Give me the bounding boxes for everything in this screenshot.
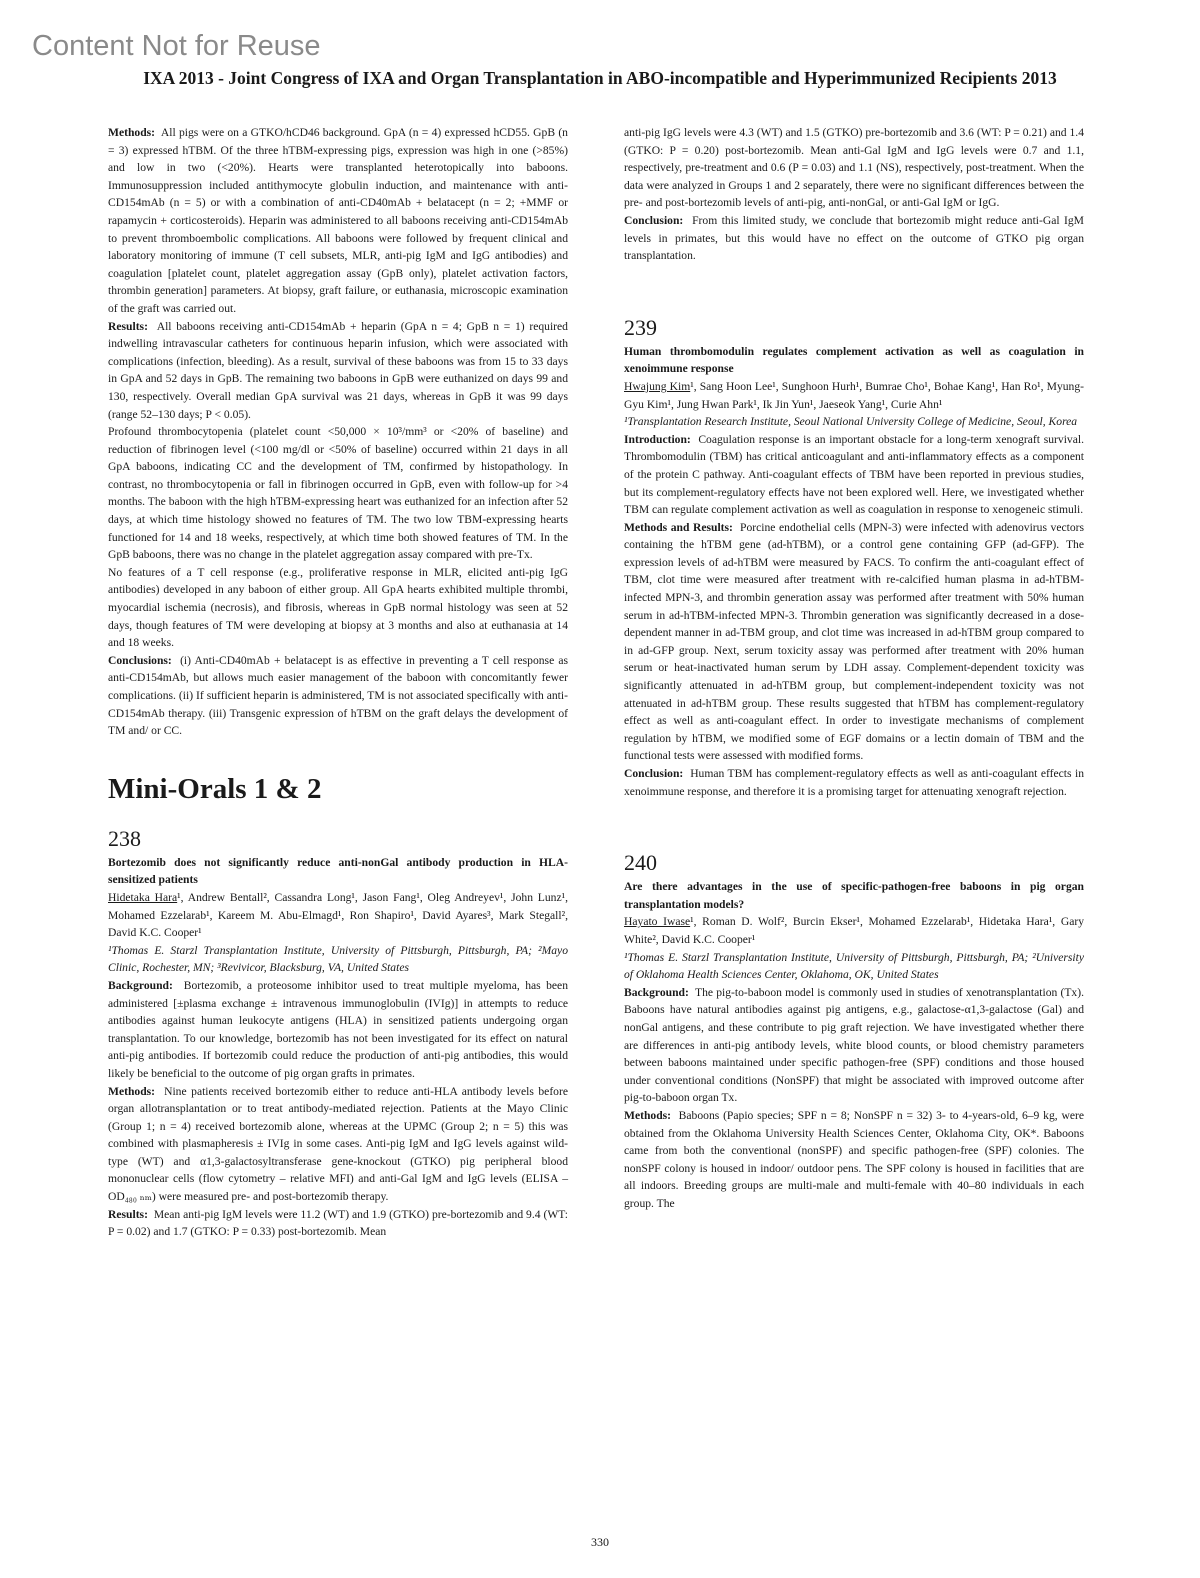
background-text: Bortezomib, a proteosome inhibitor used to treat multiple myeloma, has been administered [±plasma exchange ± intravenous immunoglobulin (IVIg)] in attempts to reduce antibodies against human leukocyte antigens (HLA) in sensitized patients undergoing organ transplantation. To our knowledge, bortezomib has not been investigated for its effect on natural anti-pig antibodies. If bortezomib could reduce the production of anti-pig antibodies, this would likely be beneficial to the outcome of pig organ grafts in primates. (108, 978, 568, 1080)
methods-text: Nine patients received bortezomib either to reduce anti-HLA antibody levels before organ allotransplantation or to treat antibody-mediated rejection. Patients at the Mayo Clinic (Group 1; n = 4) received bortezomib alone, whereas at the UPMC (Group 2; n = 5) this was combined with plasmapheresis ± IVIg in some cases. Anti-pig IgM and IgG levels against wild-type (WT) and α1,3-galactosyltransferase gene-knockout (GTKO) pig peripheral blood mononuclear cells (flow cytometry – relative MFI) and anti-Gal IgM and IgG levels (ELISA – OD₄₈₀ ₙₘ) were measured pre- and post-bortezomib therapy. (108, 1084, 568, 1204)
affiliation: ¹Thomas E. Starzl Transplantation Institute, University of Pittsburgh, Pittsburgh, PA; ²University of Oklahoma Health Sciences Center, Oklahoma, OK, United States (624, 950, 1084, 982)
affiliation: ¹Transplantation Research Institute, Seoul National University College of Medicine, Seoul, Korea (624, 415, 1078, 429)
methods-results-paragraph (624, 519, 1084, 765)
watermark: Content Not for Reuse (32, 30, 321, 62)
conclusion-text: Human TBM has complement-regulatory effects as well as anti-coagulant effects in xenoimmune response, and therefore it is a promising target for attenuating xenograft rejection. (624, 767, 1084, 798)
background-paragraph (108, 977, 568, 1083)
abstract-number: 240 (624, 850, 657, 876)
results-paragraph (108, 1206, 568, 1241)
methods-results-text: Porcine endothelial cells (MPN-3) were infected with adenovirus vectors containing the hTBM gene (ad-hTBM), or a control gene containing GFP (ad-GFP). The expression levels of ad-hTBM were measured by FACS. To confirm the anti-coagulant effect of TBM, clot time were measured after treatment with re-calcified human plasma in ad-hTBM-infected MPN-3, and thrombin generation assay was performed after treatment with 50% human serum in ad-hTBM-infected MPN-3. Thrombin generation was significantly decreased in a dose-dependent manner in ad-TBM group, and clot time was increased in ad-hTBM group compared to in ad-GFP group. Next, serum toxicity assay was performed after treatment with 20% human serum or heat-inactivated human serum by LDH assay. Complement-dependent toxicity was significantly attenuated in ad-hTBM group, but complement-independent toxicity was not attenuated in ad-hTBM group. These results suggested that hTBM has complement-regulatory effect as well as anti-coagulant effect. In order to investigate mechanisms of complement regulation by hTBM, we modified some of EGF domains or a lectin domain of TBM and the functional tests were assessed with modified forms. (624, 520, 1085, 763)
journal-header: IXA 2013 - Joint Congress of IXA and Organ Transplantation in ABO-incompatible and Hyperimmunized Recipients 2013 (143, 68, 1057, 88)
spacer (624, 800, 1084, 830)
author-list: ¹, Andrew Bentall², Cassandra Long¹, Jason Fang¹, Oleg Andreyev¹, John Lunz¹, Mohamed Ezzelarab¹, Kareem M. Abu-Elmagd¹, Ron Shapiro¹, David Ayares³, Mark Stegall², David K.C. Cooper¹ (108, 890, 568, 940)
page-number: 330 (591, 1535, 609, 1549)
conclusions-paragraph (108, 652, 568, 740)
conclusion-paragraph (624, 765, 1084, 800)
results-label: Results: (108, 319, 148, 333)
conclusion-label: Conclusion: (624, 213, 684, 227)
results-label: Results: (108, 1207, 148, 1221)
methods-text: All pigs were on a GTKO/hCD46 background. GpA (n = 4) expressed hCD55. GpB (n = 3) expressed hTBM. Of the three hTBM-expressing pigs, expression was high in one (>85%) and low in two (<20%). Hearts were transplanted heterotopically into baboons. Immunosuppression included antithymocyte globulin induction, and maintenance with anti-CD154mAb (n = 5) or with a combination of anti-CD40mAb + belatacept (n = 2; +MMF or rapamycin + corticosteroids). Heparin was administered to all baboons receiving anti-CD154mAb to prevent thromboembolic complications. All baboons were followed by frequent clinical and laboratory monitoring of immune (T cell subsets, MLR, anti-pig IgM and IgG antibodies) and coagulation [platelet count, platelet aggregation assay (GpB only), platelet activation factors, thrombin generation] parameters. At biopsy, graft failure, or euthanasia, microscopic examination of the graft was carried out. (108, 126, 568, 315)
methods-paragraph (624, 1107, 1084, 1213)
right-column (624, 124, 1084, 1212)
section-title: Mini-Orals 1 & 2 (108, 772, 322, 805)
spacer (624, 265, 1084, 295)
thrombocytopenia-paragraph: Profound thrombocytopenia (platelet count <50,000 × 10³/mm³ or <20% of baseline) and reduction of fibrinogen level (<100 mg/dl or <50% of baseline) occurred within 21 days in all GpA baboons, indicating CC and the development of TM, confirmed by histopathology. In contrast, no thrombocytopenia or fall in fibrinogen occurred in GpB, even with follow-up for >4 months. The baboon with the high hTBM-expressing heart was euthanized for an infection after 52 days, at which time histology showed no features of TM. The two low TBM-expressing hearts functioned for 14 and 18 weeks, respectively, at which time both showed features of TM. In the GpB baboons, there was no change in the platelet aggregation assay compared with pre-Tx. (108, 425, 568, 562)
conclusion-label: Conclusion: (624, 767, 684, 780)
methods-paragraph (108, 1083, 568, 1206)
author-list: ¹, Roman D. Wolf², Burcin Ekser¹, Mohamed Ezzelarab¹, Hidetaka Hara¹, Gary White², David K.C. Cooper¹ (624, 915, 1084, 946)
conclusions-label: Conclusions: (108, 653, 172, 667)
abstract-number: 239 (624, 314, 657, 340)
methods-paragraph (108, 124, 568, 318)
abstract-title: Are there advantages in the use of specific-pathogen-free baboons in pig organ transplantation models? (624, 880, 1084, 911)
abstract-title: Human thrombomodulin regulates complement activation as well as coagulation in xenoimmune response (624, 344, 1084, 376)
tcell-paragraph: No features of a T cell response (e.g., proliferative response in MLR, elicited anti-pig IgG antibodies) developed in any baboon of either group. All GpA hearts exhibited multiple thrombi, myocardial ischemia (necrosis), and fibrosis, whereas in GpB normal histology was seen at 52 days, though features of TM were developing at biopsy at 3 months and also at euthanasia at 14 and 18 weeks. (108, 565, 568, 650)
introduction-text: Coagulation response is an important obstacle for a long-term xenograft survival. Thrombomodulin (TBM) has critical anticoagulant and anti-inflammatory effects as a component of the protein C pathway. Anti-coagulant effects of TBM have been reported in previous studies, but its complement-regulatory effects have not been explored well. Here, we investigated whether TBM can regulate complement activation as well as coagulation in response to xenogeneic stimuli. (624, 432, 1084, 517)
methods-label: Methods: (624, 1108, 672, 1122)
results-text: Mean anti-pig IgM levels were 11.2 (WT) and 1.9 (GTKO) pre-bortezomib and 9.4 (WT: P = 0.02) and 1.7 (GTKO: P = 0.33) post-bortezomib. Mean (108, 1207, 569, 1239)
results-text: All baboons receiving anti-CD154mAb + heparin (GpA n = 4; GpB n = 1) required indwelling intravascular catheters for continuous heparin infusion, which were associated with complications (infection, bleeding). As a result, survival of these baboons was from 15 to 33 days in GpA and 52 days in GpB. The remaining two baboons in GpB were euthanized on days 99 and 130, respectively. Overall median GpA survival was 21 days, whereas in GpB it was 99 days (range 52–130 days; P < 0.05). (108, 319, 568, 421)
background-text: The pig-to-baboon model is commonly used in studies of xenotransplantation (Tx). Baboons have natural antibodies against pig antigens, e.g., galactose-α1,3-galactose (Gal) and nonGal antigens, and these contribute to pig graft rejection. We have investigated whether there are differences in anti-pig antibody levels, white blood counts, or blood chemistry parameters between baboons maintained under specific pathogen-free (SPF) conditions and those housed under conventional conditions (NonSPF) that might be associated with improved outcome after pig-to-baboon organ Tx. (624, 985, 1084, 1105)
authors (108, 889, 568, 942)
presenting-author: Hidetaka Hara (108, 890, 178, 904)
authors (624, 378, 1084, 413)
presenting-author: Hwajung Kim (624, 379, 691, 393)
left-column (108, 124, 568, 1241)
results-paragraph (108, 318, 568, 424)
background-label: Background: (624, 985, 689, 999)
conclusion-text: From this limited study, we conclude that bortezomib might reduce anti-Gal IgM levels in primates, but this would have no effect on the outcome of GTKO pig organ transplantation. (624, 213, 1084, 263)
authors (624, 913, 1084, 948)
presenting-author: Hayato Iwase (624, 915, 691, 929)
conclusions-text: (i) Anti-CD40mAb + belatacept is as effective in preventing a T cell response as anti-CD154mAb, but allows much easier management of the baboon with concomitantly fewer complications. (ii) If sufficient heparin is administered, TM is not associated specifically with anti-CD154mAb therapy. (iii) Transgenic expression of hTBM on the graft delays the development of TM and/ or CC. (108, 653, 568, 738)
affiliation: ¹Thomas E. Starzl Transplantation Institute, University of Pittsburgh, Pittsburgh, PA; ²Mayo Clinic, Rochester, MN; ³Revivicor, Blacksburg, VA, United States (108, 943, 568, 975)
methods-text: Baboons (Papio species; SPF n = 8; NonSPF n = 32) 3- to 4-years-old, 6–9 kg, were obtained from the Oklahoma University Health Sciences Center, Oklahoma City, OK*. Baboons came from both the conventional (nonSPF) and specific pathogen-free (SPF) colonies. The nonSPF colony is housed in indoor/ outdoor pens. The SPF colony is housed in facilities that are all indoors. Breeding groups are multi-male and multi-female with 40–80 individuals in each group. The (624, 1108, 1085, 1210)
introduction-label: Introduction: (624, 432, 691, 446)
continued-paragraph: anti-pig IgG levels were 4.3 (WT) and 1.5 (GTKO) pre-bortezomib and 3.6 (WT: P = 0.21) and 1.4 (GTKO: P = 0.20) post-bortezomib. Mean anti-Gal IgM and IgG levels were 0.7 and 1.1, respectively, pre-treatment and 0.6 (P = 0.03) and 1.1 (NS), respectively, post-treatment. When the data were analyzed in Groups 1 and 2 separately, there were no significant differences between the pre- and post-bortezomib levels of anti-pig, anti-nonGal, or anti-Gal IgM or IgG. (624, 126, 1084, 210)
conclusion-paragraph (624, 212, 1084, 265)
methods-label: Methods: (108, 126, 156, 139)
methods-label: Methods: (108, 1084, 156, 1098)
introduction-paragraph (624, 431, 1084, 519)
author-list: ¹, Sang Hoon Lee¹, Sunghoon Hurh¹, Bumrae Cho¹, Bohae Kang¹, Han Ro¹, Myung-Gyu Kim¹, Jung Hwan Park¹, Ik Jin Yun¹, Jaeseok Yang¹, Curie Ahn¹ (624, 379, 1084, 411)
background-label: Background: (108, 978, 173, 992)
methods-results-label: Methods and Results: (624, 520, 733, 534)
abstract-number: 238 (108, 825, 141, 851)
abstract-title: Bortezomib does not significantly reduce anti-nonGal antibody production in HLA-sensitized patients (108, 855, 568, 887)
background-paragraph (624, 984, 1084, 1107)
